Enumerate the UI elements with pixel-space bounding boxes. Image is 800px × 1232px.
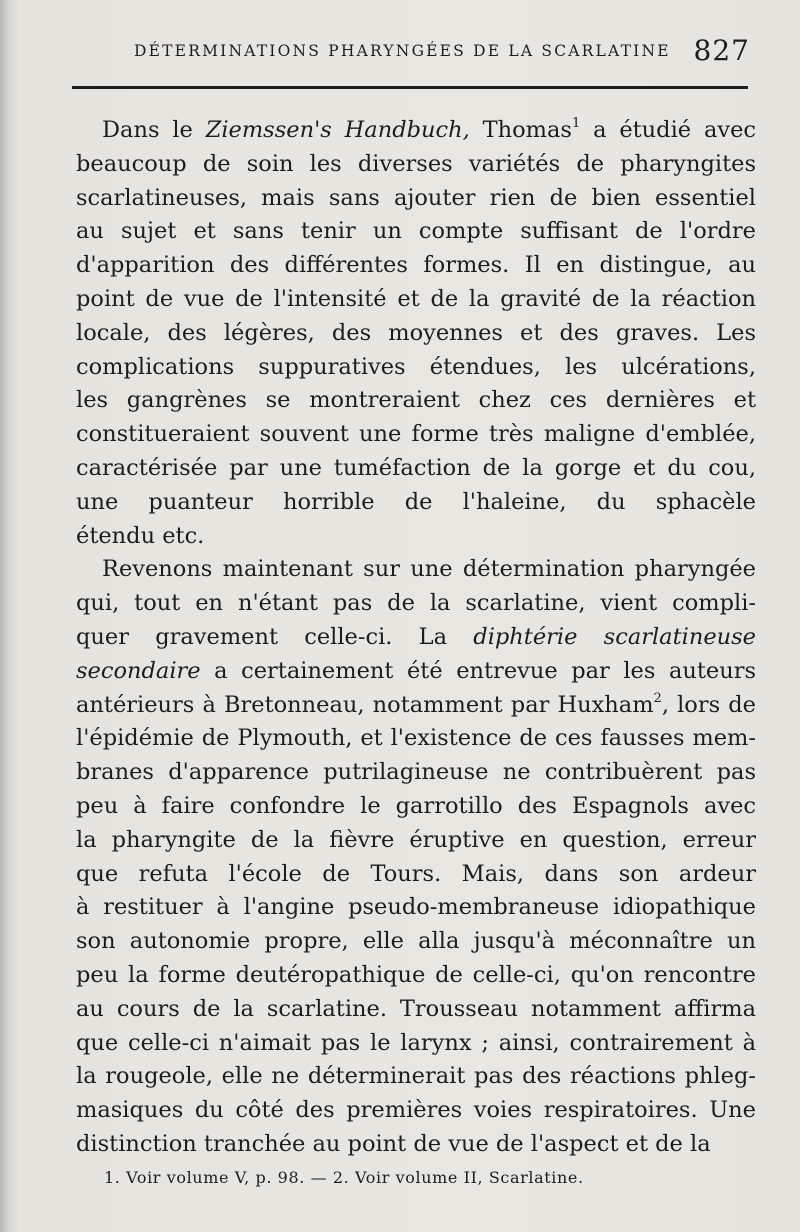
line-text: point de vue de l'intensité et de la gravité de la réaction [76, 285, 756, 312]
text-line [76, 1027, 756, 1061]
text-line [76, 858, 756, 892]
text-line [76, 114, 756, 148]
line-text: peu la forme deutéropathique de celle-ci, qu'on rencontre [76, 961, 756, 988]
text-line [76, 249, 756, 283]
text-line [76, 824, 756, 858]
line-text: a étudié avec [580, 117, 756, 143]
text-line [76, 418, 756, 452]
text-line [76, 520, 756, 554]
text-line [76, 182, 756, 216]
paragraph [76, 553, 756, 1161]
line-text: masiques du côté des premières voies respiratoires. Une [76, 1097, 756, 1124]
text-line [76, 553, 756, 587]
line-text: antérieurs à Bretonneau, notamment par Huxham [76, 691, 654, 718]
text-line [76, 621, 756, 655]
line-text: que celle-ci n'aimait pas le larynx ; ainsi, contrairement à [76, 1029, 756, 1056]
line-text: distinction tranchée au point de vue de l'aspect et de la [76, 1130, 711, 1157]
line-text: étendu etc. [76, 522, 205, 549]
text-line [76, 925, 756, 959]
text-line [76, 215, 756, 249]
line-text: la rougeole, elle ne déterminerait pas des réactions phleg- [76, 1063, 756, 1090]
text-line [76, 148, 756, 182]
body-text [76, 114, 756, 1162]
text-line [76, 993, 756, 1027]
text-line [76, 959, 756, 993]
text-line [76, 689, 756, 723]
line-text: constitueraient souvent une forme très maligne d'emblée, [76, 421, 756, 448]
line-text: Revenons maintenant sur une détermination pharyngée [102, 556, 756, 583]
line-text: que refuta l'école de Tours. Mais, dans son ardeur [76, 860, 756, 887]
line-text: une puanteur horrible de l'haleine, du sphacèle [76, 488, 756, 515]
line-text: branes d'apparence putrilagineuse ne contribuèrent pas [76, 759, 756, 786]
text-line [76, 790, 756, 824]
text-line [76, 283, 756, 317]
footnote-ref: 1 [571, 116, 581, 131]
line-text: son autonomie propre, elle alla jusqu'à méconnaître un [76, 928, 756, 955]
line-text: qui, tout en n'étant pas de la scarlatine, vient compli- [76, 590, 756, 617]
line-text: d'apparition des différentes formes. Il en distingue, au [76, 252, 756, 279]
footnotes: 1. Voir volume V, p. 98. — 2. Voir volume II, Scarlatine. [104, 1168, 584, 1187]
running-title: DÉTERMINATIONS PHARYNGÉES DE LA SCARLATINE [134, 42, 671, 60]
line-text: les gangrènes se montreraient chez ces dernières et [76, 387, 756, 414]
line-text: la pharyngite de la fièvre éruptive en question, erreur [76, 826, 756, 853]
line-text: quer gravement celle-ci. La [76, 623, 474, 650]
text-line [76, 317, 756, 351]
line-text: a certainement été entrevue par les auteurs [200, 657, 756, 684]
paragraph [76, 114, 756, 553]
line-text: Dans le [102, 117, 206, 143]
text-line [76, 452, 756, 486]
line-text: à restituer à l'angine pseudo-membraneuse idiopathique [76, 894, 756, 921]
page-number: 827 [693, 34, 750, 67]
italic-text: Ziemssen's Handbuch, [205, 117, 470, 143]
italic-text: secondaire [76, 657, 201, 684]
text-line [76, 655, 756, 689]
page-header [100, 34, 752, 74]
text-line [76, 1060, 756, 1094]
text-line [76, 722, 756, 756]
line-text: beaucoup de soin les diverses variétés de pharyngites [76, 150, 756, 177]
line-text: peu à faire confondre le garrotillo des Espagnols avec [76, 792, 756, 819]
text-line [76, 587, 756, 621]
text-line [76, 384, 756, 418]
text-line [76, 351, 756, 385]
line-text: au sujet et sans tenir un compte suffisant de l'ordre [76, 218, 756, 245]
line-text: , lors de [661, 691, 756, 718]
line-text: complications suppuratives étendues, les ulcérations, [76, 353, 756, 380]
line-text: l'épidémie de Plymouth, et l'existence de ces fausses mem- [76, 725, 756, 752]
text-line [76, 1128, 756, 1162]
text-line [76, 1094, 756, 1128]
line-text: Thomas [469, 117, 572, 143]
line-text: locale, des légères, des moyennes et des graves. Les [76, 319, 756, 346]
text-line [76, 756, 756, 790]
footnote-ref: 2 [653, 690, 662, 706]
line-text: caractérisée par une tuméfaction de la gorge et du cou, [76, 454, 756, 481]
header-rule [72, 86, 748, 89]
italic-text: diphtérie scarlatineuse [473, 623, 756, 650]
line-text: au cours de la scarlatine. Trousseau notamment affirma [76, 995, 756, 1022]
line-text: scarlatineuses, mais sans ajouter rien de bien essentiel [76, 184, 756, 211]
text-line [76, 891, 756, 925]
text-line [76, 486, 756, 520]
